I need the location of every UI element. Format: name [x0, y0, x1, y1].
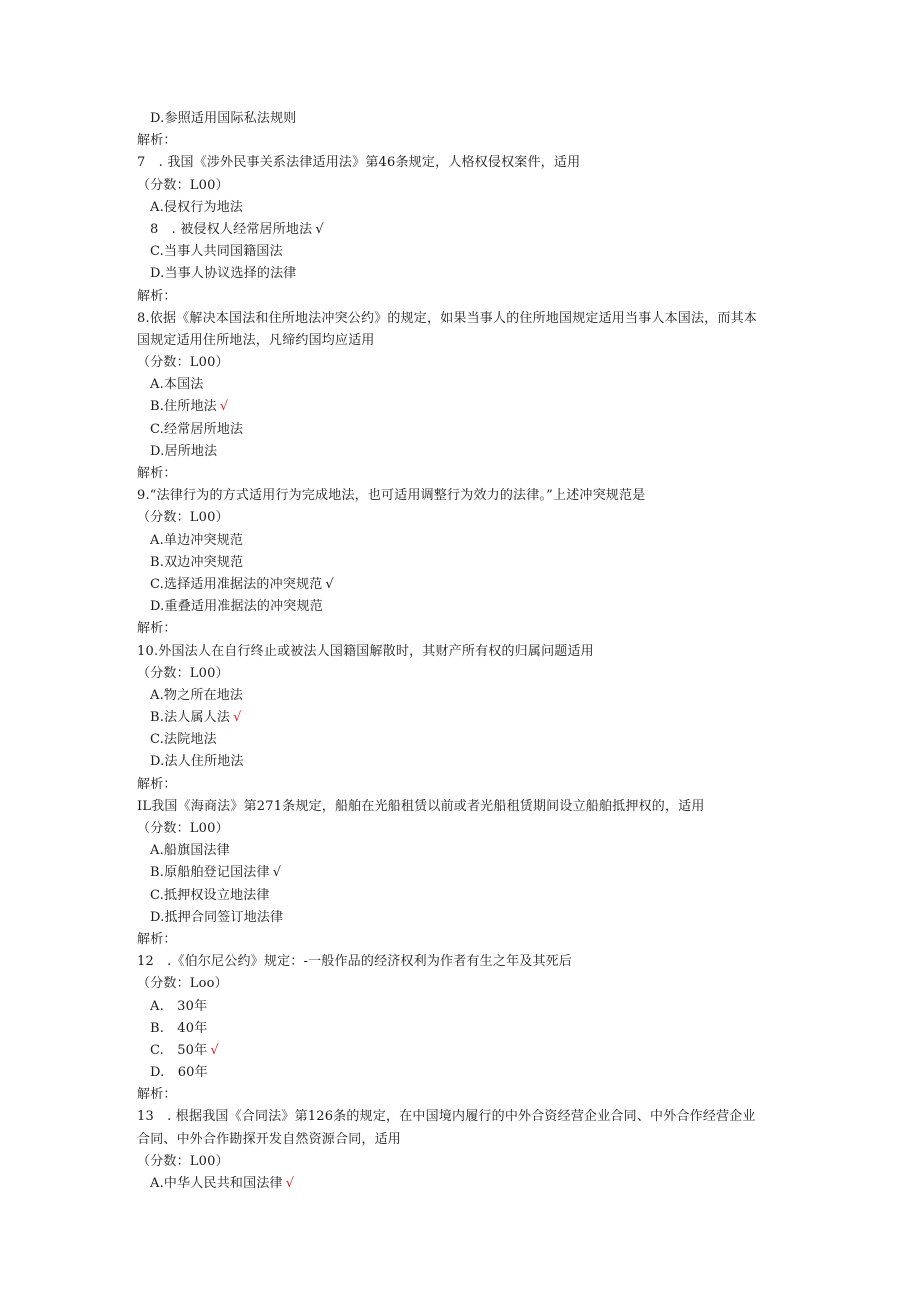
answer-option [0, 729, 920, 751]
question-line [0, 286, 920, 308]
answer-option [0, 241, 920, 263]
answer-option [0, 1173, 920, 1195]
correct-check-icon: √ [233, 710, 242, 726]
line-text: 13 . 根据我国《合同法》第126条的规定，在中国境内履行的中外合资经营企业合同、中外合作经营企业 [137, 1109, 756, 1125]
answer-option [0, 441, 920, 463]
line-text: C.当事人共同国籍国法 [150, 244, 283, 260]
line-text: （分数：L00） [137, 821, 229, 836]
question-line [0, 663, 920, 685]
answer-option [0, 374, 920, 396]
answer-option [0, 552, 920, 574]
correct-check-icon: √ [315, 221, 324, 237]
line-text: A.船旗国法律 [150, 843, 230, 859]
line-text: 解析： [137, 776, 177, 792]
line-text: 国规定适用住所地法，凡缔约国均应适用 [137, 332, 375, 348]
answer-option [0, 1062, 920, 1084]
line-text: B. 40年 [150, 1020, 208, 1036]
correct-check-icon: √ [325, 576, 334, 592]
question-line [0, 796, 920, 818]
question-line [0, 818, 920, 840]
correct-check-icon: √ [285, 1176, 295, 1191]
document-page [0, 108, 920, 1195]
answer-option [0, 751, 920, 773]
line-text: B.原船舶登记国法律 [150, 865, 270, 881]
line-text: IL我国《海商法》第271条规定，船舶在光船租赁以前或者光船租赁期间设立船舶抵押权的，适用 [137, 798, 705, 814]
answer-option [0, 574, 920, 596]
question-line [0, 774, 920, 796]
line-text: 解析： [137, 133, 177, 149]
line-text: （分数：L00） [137, 510, 229, 526]
line-text: （分数：L00） [137, 355, 229, 371]
line-text: 解析： [137, 288, 177, 304]
line-text: C. 50年 [150, 1042, 208, 1058]
question-line [0, 463, 920, 485]
correct-check-icon: √ [210, 1042, 219, 1058]
question-line [0, 1129, 920, 1151]
answer-option [0, 197, 920, 219]
line-text: D.法人住所地法 [150, 754, 244, 770]
answer-option [0, 862, 920, 884]
question-line [0, 929, 920, 951]
answer-option [0, 707, 920, 729]
line-text: B.法人属人法 [150, 710, 231, 726]
answer-option [0, 885, 920, 907]
answer-option [0, 1040, 920, 1062]
question-line [0, 1084, 920, 1106]
line-text: 9.“法律行为的方式适用行为完成地法，也可适用调整行为效力的法律。”上述冲突规范是 [137, 488, 646, 504]
question-line [0, 485, 920, 507]
line-text: C.法院地法 [150, 732, 217, 748]
line-text: C.经常居所地法 [150, 421, 244, 437]
question-line [0, 152, 920, 174]
answer-option [0, 219, 920, 241]
question-line [0, 130, 920, 152]
line-text: A.本国法 [150, 377, 204, 393]
line-text: （分数：L00） [137, 665, 229, 681]
line-text: 解析： [137, 931, 177, 947]
line-text: 12 .《伯尔尼公约》规定：-一般作品的经济权利为作者有生之年及其死后 [137, 954, 573, 970]
answer-option [0, 685, 920, 707]
line-text: （分数：L00） [137, 177, 229, 193]
line-text: C.选择适用准据法的冲突规范 [150, 576, 323, 592]
answer-option [0, 907, 920, 929]
line-text: A.侵权行为地法 [150, 199, 244, 215]
correct-check-icon: √ [272, 865, 282, 881]
line-text: D.当事人协议选择的法律 [150, 266, 297, 282]
answer-option [0, 263, 920, 285]
line-text: 8.依据《解决本国法和住所地法冲突公约》的规定，如果当事人的住所地国规定适用当事人本国法，而其本 [137, 310, 758, 326]
line-text: D. 60年 [150, 1065, 208, 1081]
answer-option [0, 996, 920, 1018]
line-text: 解析： [137, 1087, 177, 1103]
line-text: A. 30年 [150, 998, 208, 1014]
question-line [0, 618, 920, 640]
answer-option [0, 108, 920, 130]
line-text: D.居所地法 [150, 443, 218, 459]
question-line [0, 1106, 920, 1128]
line-text: B.双边冲突规范 [150, 554, 244, 570]
line-text: 合同、中外合作勘探开发自然资源合同，适用 [137, 1131, 402, 1147]
line-text: 7 . 我国《涉外民事关系法律适用法》第46条规定，人格权侵权案件，适用 [137, 155, 581, 171]
line-text: D.重叠适用准据法的冲突规范 [150, 599, 323, 615]
line-text: A.物之所在地法 [150, 687, 244, 703]
line-text: 解析： [137, 621, 177, 637]
question-line [0, 330, 920, 352]
question-line [0, 641, 920, 663]
line-text: 解析： [137, 466, 177, 481]
line-text: A.单边冲突规范 [150, 532, 244, 548]
answer-option [0, 596, 920, 618]
question-line [0, 1151, 920, 1173]
answer-option [0, 396, 920, 418]
line-text: D.参照适用国际私法规则 [150, 111, 297, 126]
answer-option [0, 419, 920, 441]
answer-option [0, 530, 920, 552]
answer-option [0, 840, 920, 862]
line-text: （分数：Loo） [137, 976, 228, 992]
line-text: D.抵押合同签订地法律 [150, 909, 284, 925]
question-line [0, 352, 920, 374]
question-line [0, 973, 920, 995]
answer-option [0, 1018, 920, 1040]
question-line [0, 951, 920, 973]
question-line [0, 507, 920, 529]
question-line [0, 175, 920, 197]
line-text: 10.外国法人在自行终止或被法人国籍国解散时，其财产所有权的归属问题适用 [137, 643, 594, 659]
line-text: 8 . 被侵权人经常居所地法 [150, 221, 313, 237]
line-text: B.住所地法 [150, 399, 217, 415]
line-text: （分数：L00） [137, 1153, 229, 1169]
line-text: C.抵押权设立地法律 [150, 887, 270, 903]
question-line [0, 308, 920, 330]
correct-check-icon: √ [219, 399, 229, 415]
line-text: A.中华人民共和国法律 [150, 1176, 283, 1191]
